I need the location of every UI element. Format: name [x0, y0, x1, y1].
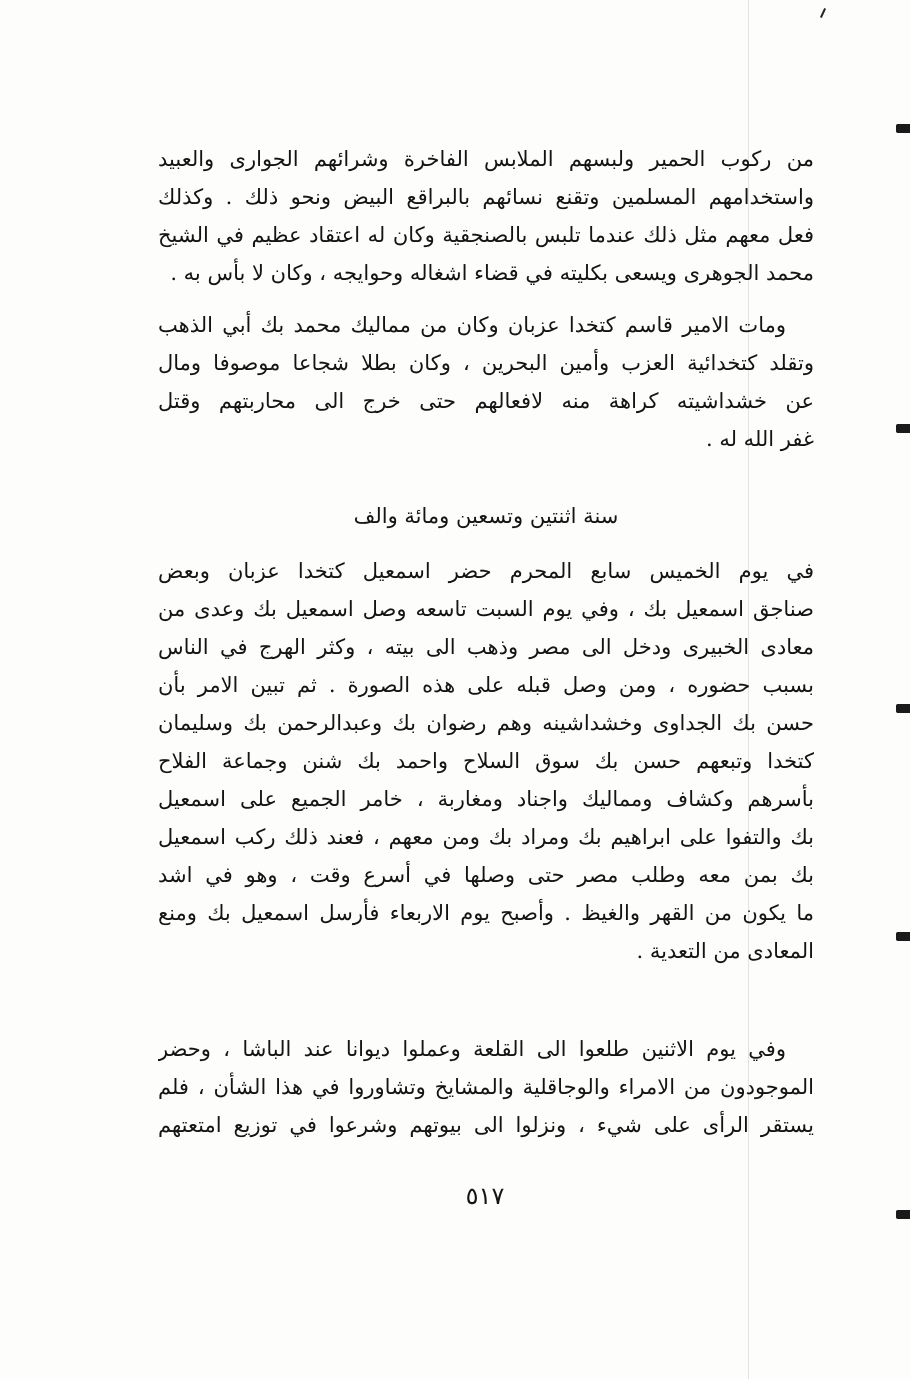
- text-line: بك بمن معه وطلب مصر حتى وصلها في أسرع وقت ، وهو في اشد: [158, 863, 814, 887]
- text-line: كتخدا وتبعهم حسن بك سوق السلاح واحمد بك شنن وجماعة الفلاح: [158, 749, 814, 773]
- text-line: محمد الجوهرى ويسعى بكليته في قضاء اشغاله وحوايجه ، وكان لا بأس به .: [170, 261, 814, 285]
- text-line: ما يكون من القهر والغيظ . وأصبح يوم الاربعاء فأرسل اسمعيل بك ومنع: [158, 901, 814, 925]
- text-line: بأسرهم وكشاف ومماليك واجناد ومغاربة ، خامر الجميع على اسمعيل: [158, 787, 814, 811]
- text-line: عن خشداشيته كراهة منه لافعالهم حتى خرج الى محاربتهم وقتل: [158, 389, 814, 413]
- text-line: معادى الخبيرى ودخل الى مصر وذهب الى بيته ، وكثر الهرج في الناس: [158, 635, 814, 659]
- paragraph-events: [158, 552, 814, 970]
- edge-binding-mark: [896, 124, 910, 133]
- text-line: المعادى من التعدية .: [636, 939, 814, 963]
- paragraph-council: [158, 1030, 814, 1144]
- text-line: بك والتفوا على ابراهيم بك ومراد بك ومن معهم ، فعند ذلك ركب اسمعيل: [158, 825, 814, 849]
- corner-mark: [820, 8, 826, 18]
- edge-binding-mark: [896, 932, 910, 941]
- text-line: غفر الله له .: [706, 427, 814, 451]
- text-line: ومات الامير قاسم كتخدا عزبان وكان من مماليك محمد بك أبي الذهب: [158, 313, 786, 337]
- text-line: يستقر الرأى على شيء ، ونزلوا الى بيوتهم وشرعوا في توزيع امتعتهم: [158, 1113, 814, 1137]
- paragraph-continuation: [158, 140, 814, 292]
- text-line: حسن بك الجداوى وخشداشينه وهم رضوان بك وعبدالرحمن بك وسليمان: [158, 711, 814, 735]
- text-line: فعل معهم مثل ذلك عندما تلبس بالصنجقية وكان له اعتقاد عظيم في الشيخ: [158, 223, 814, 247]
- text-line: في يوم الخميس سابع المحرم حضر اسمعيل كتخدا عزبان وبعض: [158, 559, 814, 583]
- edge-binding-mark: [896, 704, 910, 713]
- text-line: من ركوب الحمير ولبسهم الملابس الفاخرة وشرائهم الجوارى والعبيد: [158, 147, 814, 171]
- text-line: وفي يوم الاثنين طلعوا الى القلعة وعملوا ديوانا عند الباشا ، وحضر: [158, 1037, 786, 1061]
- edge-binding-mark: [896, 424, 910, 433]
- page-number: ٥١٧: [465, 1182, 505, 1210]
- text-line: واستخدامهم المسلمين وتقنع نسائهم بالبراقع البيض ونحو ذلك . وكذلك: [158, 185, 814, 209]
- text-line: بسبب حضوره ، ومن وصل قبله على هذه الصورة . ثم تبين الامر بأن: [158, 673, 814, 697]
- text-line: الموجودون من الامراء والوجاقلية والمشايخ وتشاوروا في هذا الشأن ، فلم: [158, 1075, 814, 1099]
- text-line: صناجق اسمعيل بك ، وفي يوم السبت تاسعه وصل اسمعيل بك وعدى من: [158, 597, 814, 621]
- edge-binding-mark: [896, 1210, 910, 1219]
- year-heading: سنة اثنتين وتسعين ومائة والف: [353, 504, 619, 528]
- paragraph-obituary: [158, 306, 814, 458]
- text-line: وتقلد كتخدائية العزب وأمين البحرين ، وكان بطلا شجاعا موصوفا ومال: [158, 351, 814, 375]
